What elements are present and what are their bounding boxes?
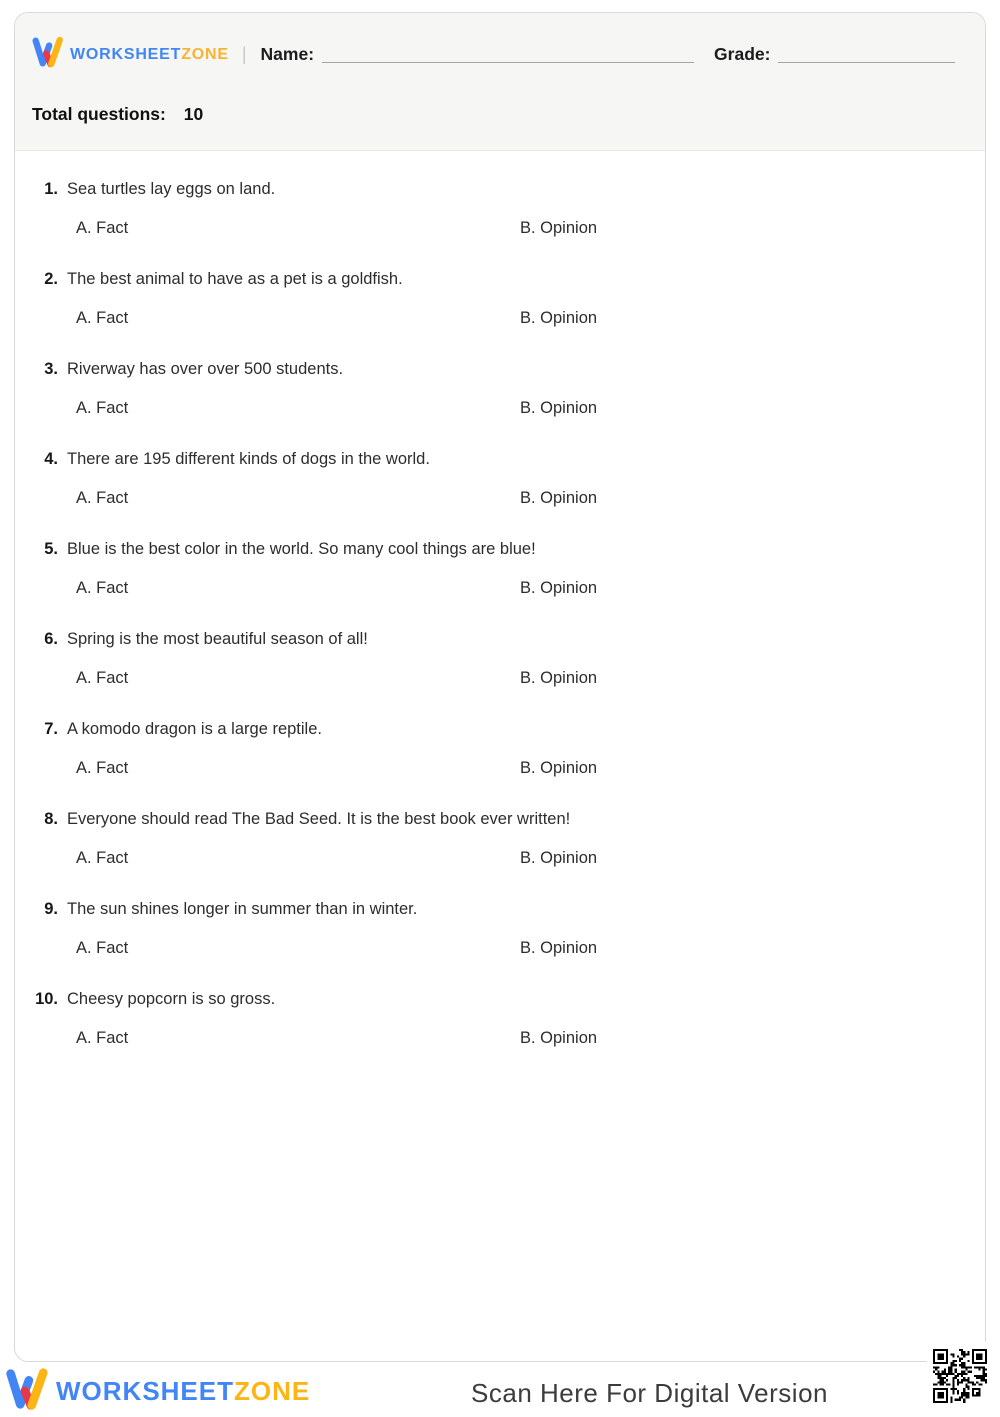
option-a[interactable]: A. Fact: [76, 579, 129, 597]
question-number: 4.: [44, 450, 58, 468]
name-input-line[interactable]: [322, 62, 694, 63]
option-b[interactable]: B. Opinion: [520, 309, 598, 327]
question-text: Everyone should read The Bad Seed. It is the best book ever written!: [67, 810, 571, 828]
question-9: [15, 898, 985, 959]
question-3: [15, 358, 985, 419]
page-footer: [10, 1368, 990, 1414]
question-8: [15, 808, 985, 869]
question-number: 10.: [35, 990, 58, 1008]
option-a[interactable]: A. Fact: [76, 219, 129, 237]
question-number: 8.: [44, 810, 58, 828]
question-text: There are 195 different kinds of dogs in the world.: [67, 450, 430, 468]
option-a[interactable]: A. Fact: [76, 849, 129, 867]
option-a[interactable]: A. Fact: [76, 309, 129, 327]
question-10: [15, 988, 985, 1049]
question-number: 3.: [44, 360, 58, 378]
option-b[interactable]: B. Opinion: [520, 219, 598, 237]
option-a[interactable]: A. Fact: [76, 1029, 129, 1047]
question-number: 9.: [44, 900, 58, 918]
question-1: [15, 178, 985, 239]
total-questions-value: 10: [183, 104, 204, 124]
total-questions-label: Total questions:: [32, 104, 166, 124]
worksheet-page: [14, 12, 986, 1362]
option-b[interactable]: B. Opinion: [520, 579, 598, 597]
option-b[interactable]: B. Opinion: [520, 1029, 598, 1047]
question-text: Riverway has over over 500 students.: [67, 360, 344, 378]
question-5: [15, 538, 985, 599]
option-b[interactable]: B. Opinion: [520, 399, 598, 417]
question-text: Cheesy popcorn is so gross.: [67, 990, 276, 1008]
option-b[interactable]: B. Opinion: [520, 759, 598, 777]
worksheetzone-logo-icon: [10, 1366, 48, 1417]
question-number: 6.: [44, 630, 58, 648]
option-b[interactable]: B. Opinion: [520, 939, 598, 957]
question-6: [15, 628, 985, 689]
question-list: [15, 151, 985, 1049]
question-number: 5.: [44, 540, 58, 558]
brand-word-worksheet: WORKSHEET: [56, 1375, 234, 1406]
brand-name: [56, 1376, 310, 1407]
option-b[interactable]: B. Opinion: [520, 489, 598, 507]
worksheet-header: [15, 13, 985, 151]
question-number: 2.: [44, 270, 58, 288]
question-number: 1.: [44, 180, 58, 198]
qr-code-icon: [927, 1342, 993, 1410]
option-b[interactable]: B. Opinion: [520, 669, 598, 687]
brand-name: [70, 46, 229, 64]
grade-input-line[interactable]: [778, 62, 955, 63]
option-a[interactable]: A. Fact: [76, 759, 129, 777]
option-a[interactable]: A. Fact: [76, 939, 129, 957]
option-a[interactable]: A. Fact: [76, 669, 129, 687]
question-text: Sea turtles lay eggs on land.: [67, 180, 276, 198]
scan-here-text: Scan Here For Digital Version: [471, 1378, 828, 1408]
question-number: 7.: [44, 720, 58, 738]
brand-word-worksheet: WORKSHEET: [70, 45, 182, 63]
question-text: Blue is the best color in the world. So many cool things are blue!: [67, 540, 536, 558]
option-b[interactable]: B. Opinion: [520, 849, 598, 867]
brand-word-zone: ZONE: [181, 45, 229, 63]
name-label: Name:: [260, 44, 315, 64]
worksheetzone-logo-icon: [31, 35, 63, 74]
question-text: Spring is the most beautiful season of all!: [67, 630, 368, 648]
brand-word-zone: ZONE: [234, 1375, 311, 1406]
header-row: [15, 13, 985, 74]
question-text: The sun shines longer in summer than in winter.: [67, 900, 418, 918]
option-a[interactable]: A. Fact: [76, 489, 129, 507]
question-text: A komodo dragon is a large reptile.: [67, 720, 322, 738]
question-7: [15, 718, 985, 779]
total-questions-row: [15, 74, 985, 125]
grade-label: Grade:: [714, 44, 771, 64]
option-a[interactable]: A. Fact: [76, 399, 129, 417]
question-text: The best animal to have as a pet is a goldfish.: [67, 270, 403, 288]
question-4: [15, 448, 985, 509]
question-2: [15, 268, 985, 329]
header-divider: |: [241, 44, 247, 64]
